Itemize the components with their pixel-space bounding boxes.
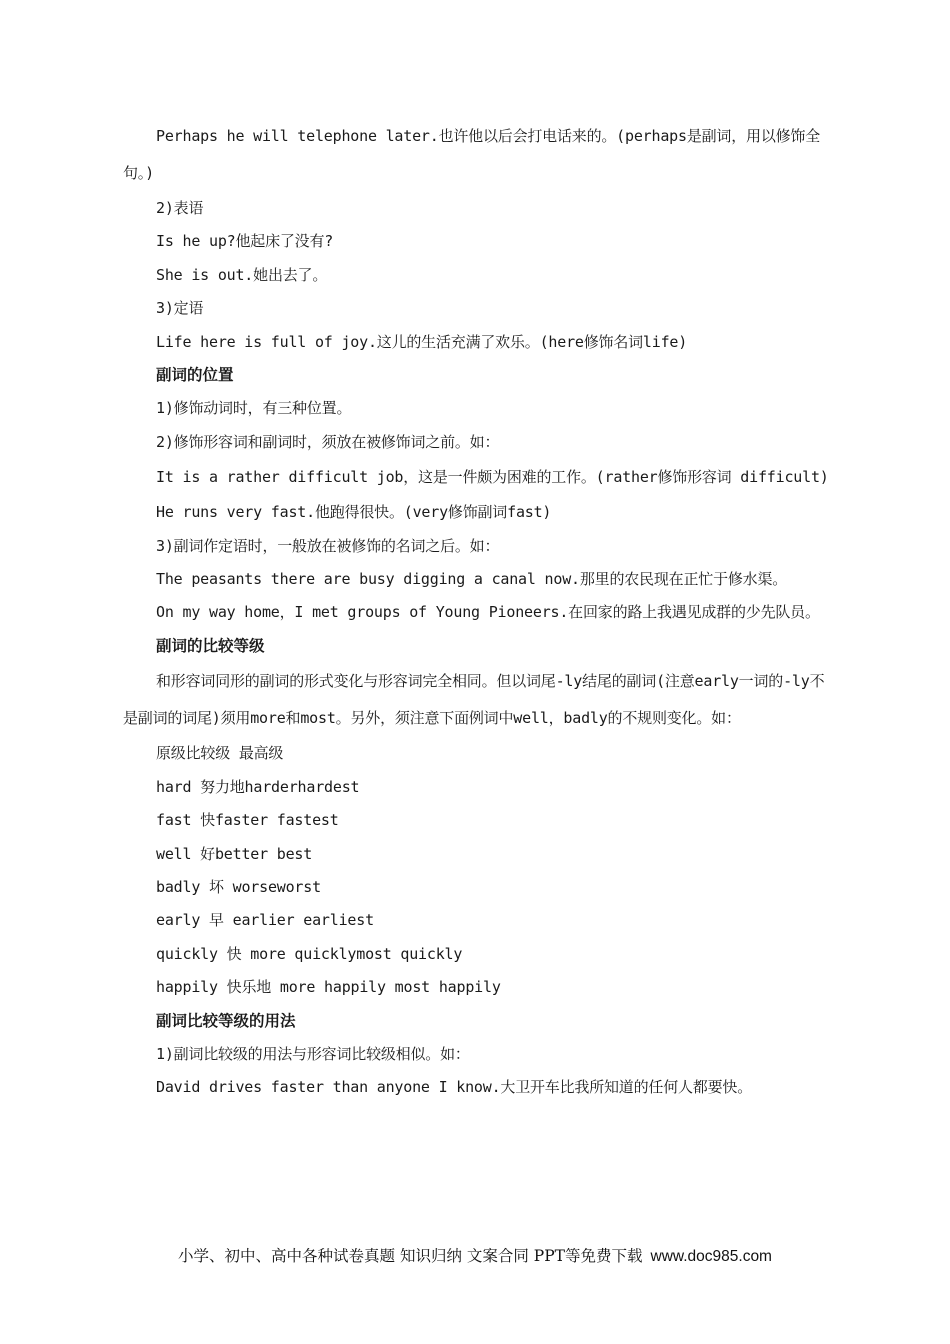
section-heading: 副词的比较等级 (156, 636, 265, 655)
paragraph: Perhaps he will telephone later.也许他以后会打电话来的。(perhaps是副词，用以修饰全句。) (123, 127, 821, 182)
text-line: 3)定语 (156, 299, 204, 318)
text-line: He runs very fast.他跑得很快。(very修饰副词fast) (156, 503, 552, 522)
text-line: She is out.她出去了。 (156, 265, 328, 284)
text-line: 原级比较级 最高级 (156, 744, 284, 763)
text-line: 3)副词作定语时，一般放在被修饰的名词之后。如： (156, 536, 500, 555)
text-line: 2)修饰形容词和副词时，须放在被修饰词之前。如： (156, 432, 500, 451)
section-heading: 副词的位置 (156, 366, 234, 385)
text-line: Life here is full of joy.这儿的生活充满了欢乐。(here修饰名词life) (156, 332, 688, 351)
page-footer (0, 1244, 950, 1266)
text-line: happily 快乐地 more happily most happily (156, 978, 501, 997)
section-heading: 副词比较等级的用法 (156, 1011, 296, 1030)
text-line: hard 努力地harderhardest (156, 777, 360, 796)
text-line: badly 坏 worseworst (156, 877, 321, 896)
text-line: The peasants there are busy digging a canal now.那里的农民现在正忙于修水渠。 (156, 570, 788, 589)
text-line: 1)修饰动词时，有三种位置。 (156, 399, 352, 418)
text-line: quickly 快 more quicklymost quickly (156, 944, 463, 963)
footer-url[interactable]: www.doc985.com (650, 1248, 772, 1265)
text-line: fast 快faster fastest (156, 811, 339, 830)
paragraph: 和形容词同形的副词的形式变化与形容词完全相同。但以词尾-ly结尾的副词(注意early一词的-ly不是副词的词尾)须用more和most。另外，须注意下面例词中well，badly的不规则变化。如： (123, 672, 825, 728)
text-line: Is he up?他起床了没有? (156, 232, 334, 251)
text-line: 2)表语 (156, 199, 204, 217)
document-body (123, 118, 833, 1105)
text-line: early 早 earlier earliest (156, 911, 374, 930)
text-line: well 好better best (156, 844, 313, 863)
footer-text: 小学、初中、高中各种试卷真题 知识归纳 文案合同 PPT等免费下载 (178, 1247, 643, 1265)
text-line: David drives faster than anyone I know.大卫开车比我所知道的任何人都要快。 (156, 1078, 753, 1097)
text-line: 1)副词比较级的用法与形容词比较级相似。如： (156, 1044, 470, 1063)
paragraph: It is a rather difficult job，这是一件颇为困难的工作。(rather修饰形容词 difficult) (156, 468, 829, 487)
text-line: On my way home，I met groups of Young Pioneers.在回家的路上我遇见成群的少先队员。 (156, 603, 820, 622)
